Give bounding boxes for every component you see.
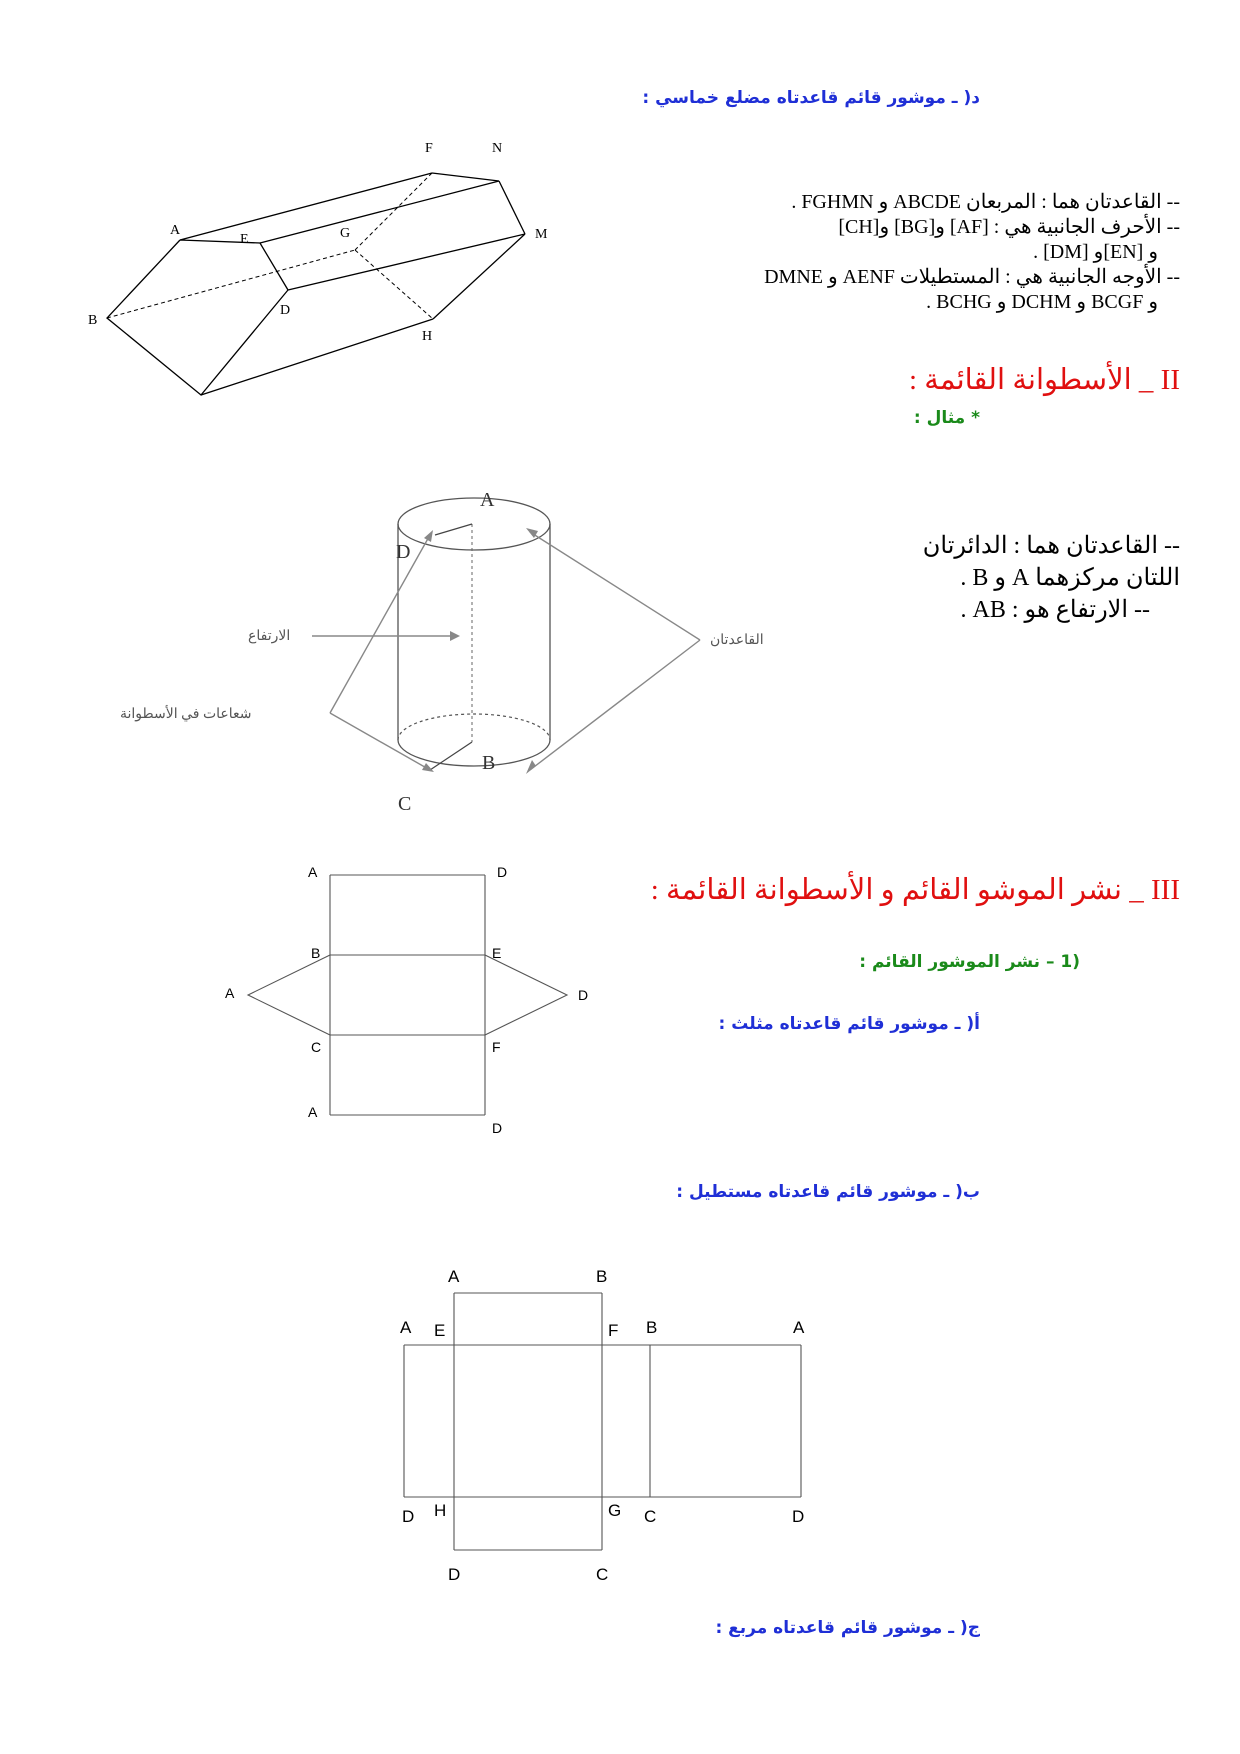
cyl-label-A: A [480,489,495,511]
section-d-heading: د( ـ موشور قائم قاعدتاه مضلع خماسي : [642,88,980,108]
label-E: E [240,232,249,247]
rect-label-H: H [434,1501,447,1520]
prism-line-4: -- الأوجه الجانبية هي : المستطيلات AENF و DMNE [764,266,1180,288]
rect-label-E: E [434,1321,446,1340]
label-B: B [88,313,98,328]
sub-b-heading: ب( ـ موشور قائم قاعدتاه مستطيل : [676,1182,980,1202]
label-G: G [340,226,351,241]
label-D: D [280,303,291,318]
rect-label-B-mid: B [646,1318,658,1337]
tri-label-A-left: A [225,985,235,1001]
tri-label-D-right: D [578,987,589,1003]
prism-line-1: -- القاعدتان هما : المربعان ABCDE و FGHMN . [791,191,1180,213]
tri-label-D-bottom: D [492,1120,503,1136]
tri-label-A-top: A [308,864,318,880]
label-N: N [492,141,503,156]
tri-label-E: E [492,945,502,961]
rectangle-prism-net [390,1260,830,1580]
cyl-label-D: D [396,541,411,563]
rect-label-A-right: A [793,1318,805,1337]
tri-label-D-top: D [497,864,508,880]
pentagonal-prism-description [600,190,1180,315]
example-label: * مثال : [913,408,980,428]
triangle-prism-net [220,860,620,1140]
prism-line-5: و BCGF و DCHM و BCHG . [926,291,1158,313]
section-III-heading: III _ نشر الموشو القائم و الأسطوانة القائمة : [650,874,1180,906]
tri-label-A-bottom: A [308,1104,318,1120]
rect-label-D-bottom: D [448,1565,461,1580]
cyl-line-1: -- القاعدتان هما : الدائرتان [922,533,1180,559]
tri-label-C: C [311,1039,322,1055]
cyl-line-2: اللتان مركزهما A و B . [960,565,1180,591]
section-II-heading: II _ الأسطوانة القائمة : [908,364,1180,396]
pentagonal-prism-figure [80,140,620,450]
cyl-label-B: B [482,752,496,774]
rect-label-D-right: D [792,1507,805,1526]
cylinder-figure [100,480,780,820]
rect-label-G: G [608,1501,622,1520]
rect-label-A-left: A [400,1318,412,1337]
prism-line-2: -- الأحرف الجانبية هي : [AF] و[BG] و[CH] [838,216,1180,238]
sub-a-heading: أ( ـ موشور قائم قاعدتاه مثلث : [718,1014,980,1034]
prism-line-3: و [EN]و [DM] . [1033,241,1158,263]
tri-label-B: B [311,945,321,961]
rect-label-C-bottom: C [596,1565,609,1580]
rect-label-A-top: A [448,1267,460,1286]
rect-label-B-top: B [596,1267,608,1286]
tri-label-F: F [492,1039,501,1055]
label-M: M [535,227,548,242]
sub-c-heading: ج( ـ موشور قائم قاعدتاه مربع : [715,1618,980,1638]
label-H: H [422,329,433,344]
sub1-heading: (1 – نشر الموشور القائم : [859,952,1080,972]
label-F: F [425,141,433,156]
rect-label-D-left: D [402,1507,415,1526]
height-label: الارتفاع [248,629,291,644]
bases-label: القاعدتان [710,633,764,648]
cylinder-description [820,530,1180,626]
cyl-label-C: C [398,793,412,815]
cyl-line-3: -- الارتفاع هو : AB . [960,597,1150,623]
rect-label-C-mid: C [644,1507,657,1526]
radii-label: شعاعات في الأسطوانة [120,707,252,722]
rect-label-F: F [608,1321,619,1340]
label-A: A [170,223,181,238]
